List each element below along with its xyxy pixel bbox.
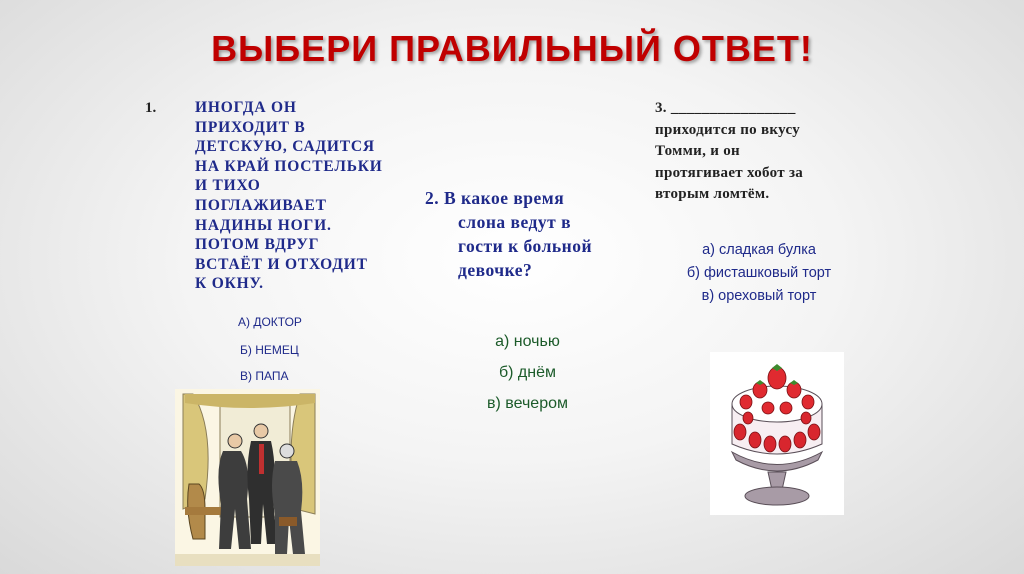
question1-option-a: А) ДОКТОР	[238, 315, 302, 329]
question2-line: 2. В какое время	[425, 188, 565, 208]
question1-line: ПОГЛАЖИВАЕТ	[195, 196, 327, 214]
question1-option-c: В) ПАПА	[240, 369, 289, 383]
question1-number: 1.	[145, 100, 157, 116]
question1-line: ДЕТСКУЮ, САДИТСЯ	[195, 138, 375, 156]
question1-line: ВСТАЁТ И ОТХОДИТ	[195, 255, 368, 273]
question2-line: слона ведут в	[458, 212, 572, 232]
question3-line: протягивает хобот за	[655, 164, 804, 181]
question2-option-c: в) вечером	[487, 395, 568, 412]
question3-option-a: а) сладкая булка	[702, 242, 816, 258]
question3-line: вторым ломтём.	[655, 186, 770, 202]
question1-line: И ТИХО	[195, 177, 261, 195]
question3-option-c: в) ореховый торт	[701, 288, 817, 304]
question1-line: НАДИНЫ НОГИ.	[195, 216, 332, 234]
question3-option-b: б) фисташковый торт	[686, 265, 832, 281]
question2-option-a: а) ночью	[495, 333, 560, 350]
question1-line: ИНОГДА ОН	[195, 99, 297, 116]
question2-line: девочке?	[458, 260, 533, 280]
question3-line: Томми, и он	[655, 143, 740, 159]
question2-text	[425, 186, 625, 282]
cake-illustration	[710, 352, 844, 515]
question1-line: К ОКНУ.	[195, 275, 264, 293]
slide-title: ВЫБЕРИ ПРАВИЛЬНЫЙ ОТВЕТ!	[211, 28, 813, 69]
illustration-people-at-window	[175, 389, 320, 566]
question2-line: гости к больной	[458, 236, 593, 256]
question2-option-b: б) днём	[498, 364, 556, 381]
question1-option-b: Б) НЕМЕЦ	[240, 343, 299, 357]
question1-text	[195, 98, 400, 294]
question3-text	[655, 98, 855, 206]
question1-line: ПОТОМ ВДРУГ	[195, 236, 320, 254]
question3-line: 3. ________________	[655, 100, 796, 116]
question1-line: НА КРАЙ ПОСТЕЛЬКИ	[195, 157, 383, 175]
question1-line: ПРИХОДИТ В	[195, 118, 306, 136]
question3-line: приходится по вкусу	[655, 121, 801, 138]
